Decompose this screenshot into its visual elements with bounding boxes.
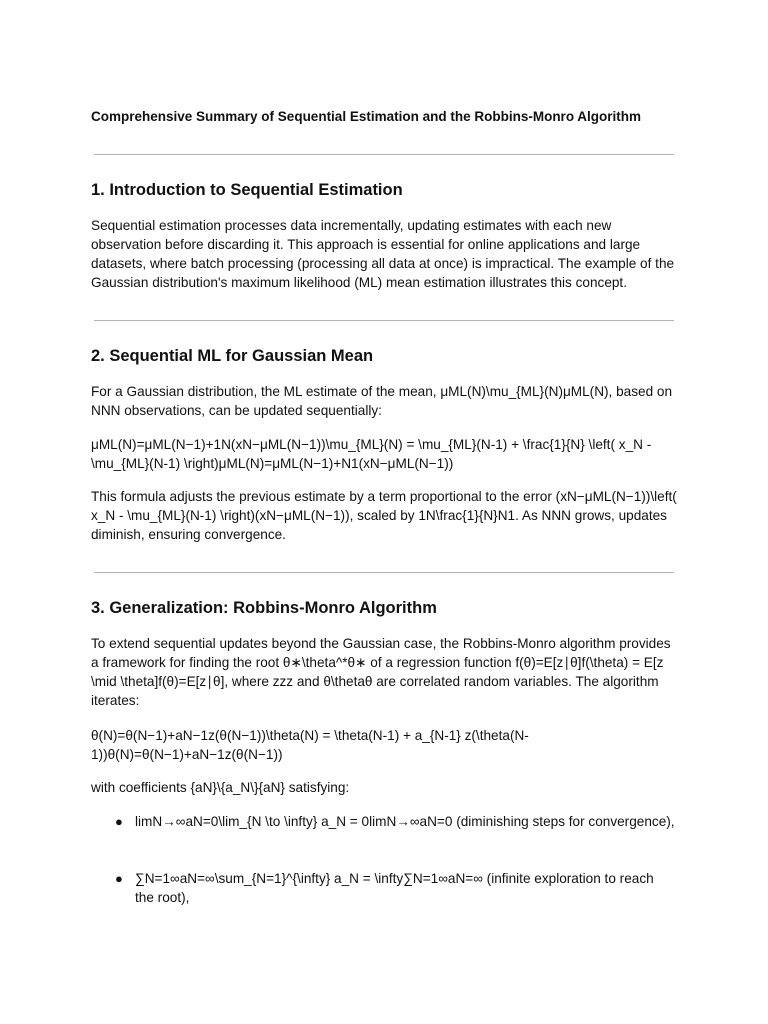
- section-heading: 1. Introduction to Sequential Estimation: [91, 181, 403, 199]
- paragraph: To extend sequential updates beyond the Gaussian case, the Robbins-Monro algorithm provides a framework for finding the root θ∗\theta^*θ∗ of a regression function f(θ)=E[z∣θ]f(\theta) = E[z \mid \theta]f(θ)=E[z∣θ], where zzz and θ\thetaθ are correlated random variables. The algorithm iterates:: [91, 636, 671, 708]
- divider: [94, 320, 674, 321]
- paragraph: with coefficients {aN}\{a_N\}{aN} satisfying:: [91, 780, 350, 795]
- equation-paragraph: θ(N)=θ(N−1)+aN−1z(θ(N−1))\theta(N) = \theta(N-1) + a_{N-1} z(\theta(N-1))θ(N)=θ(N−1)+aN−1z(θ(N−1)): [91, 728, 529, 762]
- section-heading: 2. Sequential ML for Gaussian Mean: [91, 347, 374, 365]
- bullet-icon: ●: [115, 814, 123, 829]
- list-item: limN→∞aN=0\lim_{N \to \infty} a_N = 0limN→∞aN=0 (diminishing steps for convergence),: [135, 814, 675, 829]
- list-item: ∑N=1∞aN=∞\sum_{N=1}^{\infty} a_N = \infty∑N=1∞aN=∞ (infinite exploration to reach the root),: [135, 871, 654, 905]
- equation-paragraph: μML(N)=μML(N−1)+1N(xN−μML(N−1))\mu_{ML}(N) = \mu_{ML}(N-1) + \frac{1}{N} \left( x_N - \mu_{ML}(N-1) \right)μML(N)=μML(N−1)+N1(xN−μML(N−1)): [91, 437, 652, 471]
- bullet-icon: ●: [115, 871, 123, 886]
- paragraph: For a Gaussian distribution, the ML estimate of the mean, μML(N)\mu_{ML}(N)μML(N), based on NNN observations, can be updated sequentially:: [91, 384, 673, 418]
- paragraph: Sequential estimation processes data incrementally, updating estimates with each new observation before discarding it. This approach is essential for online applications and large datasets, where batch processing (processing all data at once) is impractical. The example of the Gaussian distribution's maximum likelihood (ML) mean estimation illustrates this concept.: [91, 218, 675, 290]
- paragraph: This formula adjusts the previous estimate by a term proportional to the error (xN−μML(N−1))\left( x_N - \mu_{ML}(N-1) \right)(xN−μML(N−1)), scaled by 1N\frac{1}{N}N1. As NNN grows, updates diminish, ensuring convergence.: [91, 489, 677, 542]
- divider: [94, 154, 674, 155]
- divider: [94, 572, 674, 573]
- section-heading: 3. Generalization: Robbins-Monro Algorithm: [91, 599, 437, 617]
- document-title: Comprehensive Summary of Sequential Estimation and the Robbins-Monro Algorithm: [91, 109, 642, 124]
